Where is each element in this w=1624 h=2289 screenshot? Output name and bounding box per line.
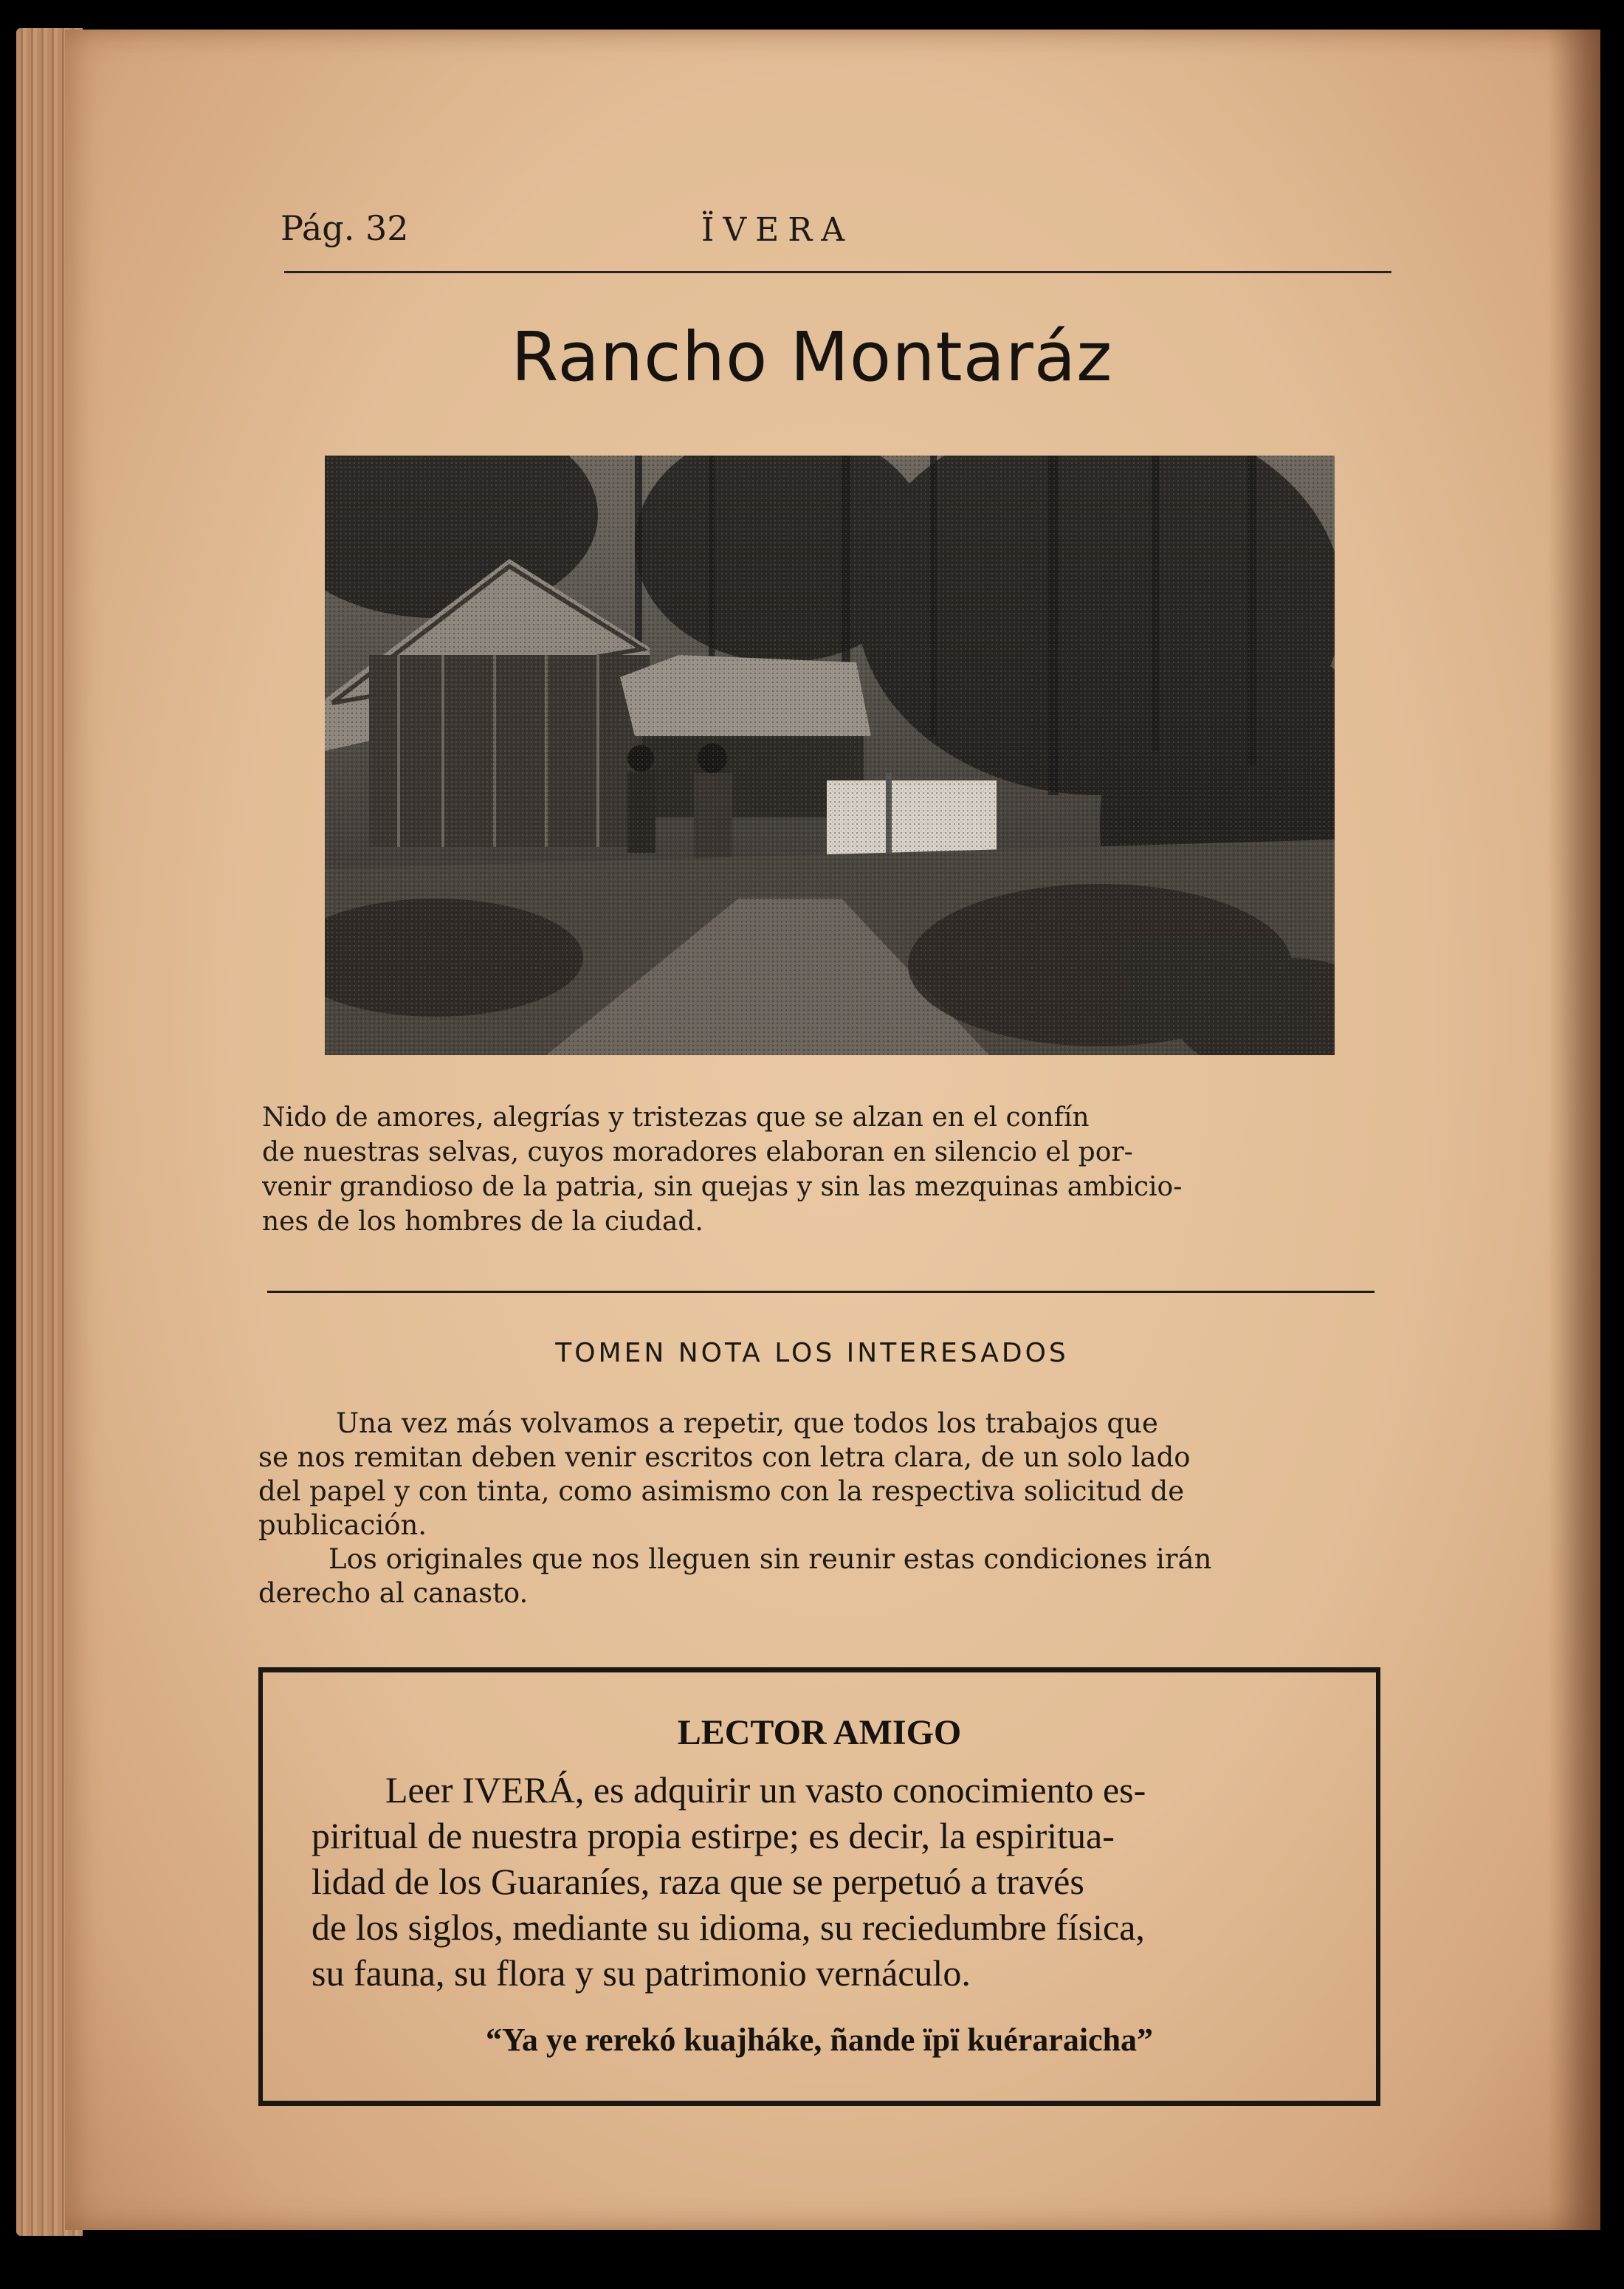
notice-body — [258, 1407, 1377, 1610]
box-heading: LECTOR AMIGO — [677, 1713, 962, 1752]
caption-line: de nuestras selvas, cuyos moradores elaboran en silencio el por- — [262, 1137, 1133, 1167]
notice-line: Una vez más volvamos a repetir, que todos los trabajos que — [336, 1407, 1158, 1439]
notice-heading: TOMEN NOTA LOS INTERESADOS — [555, 1338, 1069, 1368]
notice-line: se nos remitan deben venir escritos con letra clara, de un solo lado — [258, 1441, 1191, 1473]
notice-line: del papel y con tinta, como asimismo con la respectiva solicitud de — [258, 1475, 1185, 1507]
caption-line: Nido de amores, alegrías y tristezas que se alzan en el confín — [262, 1102, 1090, 1133]
caption-line: nes de los hombres de la ciudad. — [262, 1207, 703, 1237]
photo-caption — [262, 1100, 1377, 1239]
rancho-photograph — [325, 456, 1335, 1055]
box-line: piritual de nuestra propia estirpe; es decir, la espiritua- — [312, 1815, 1115, 1856]
caption-line: venir grandioso de la patria, sin quejas y sin las mezquinas ambicio- — [262, 1172, 1183, 1202]
page-number: Pág. 32 — [281, 208, 409, 248]
article-title: Rancho Montaráz — [511, 318, 1113, 397]
running-header — [281, 208, 1395, 275]
box-body — [312, 1767, 1327, 1996]
lector-amigo-box — [258, 1667, 1380, 2106]
box-line: Leer IVERÁ, es adquirir un vasto conocimiento es- — [385, 1769, 1146, 1811]
notice-line: publicación. — [258, 1509, 427, 1541]
box-line: lidad de los Guaraníes, raza que se perpetuó a través — [312, 1861, 1084, 1902]
notice-line: derecho al canasto. — [258, 1577, 529, 1609]
notice-line: Los originales que nos lleguen sin reunir estas condiciones irán — [328, 1543, 1212, 1575]
box-line: de los siglos, mediante su idioma, su reciedumbre física, — [312, 1907, 1145, 1948]
header-rule — [284, 271, 1391, 273]
section-divider — [267, 1291, 1374, 1293]
guarani-quote: “Ya ye rerekó kuajháke, ñande ïpï kuéraraicha” — [485, 2022, 1154, 2058]
box-line: su fauna, su flora y su patrimonio vernáculo. — [312, 1952, 971, 1994]
journal-name: ÏVERA — [701, 211, 854, 249]
